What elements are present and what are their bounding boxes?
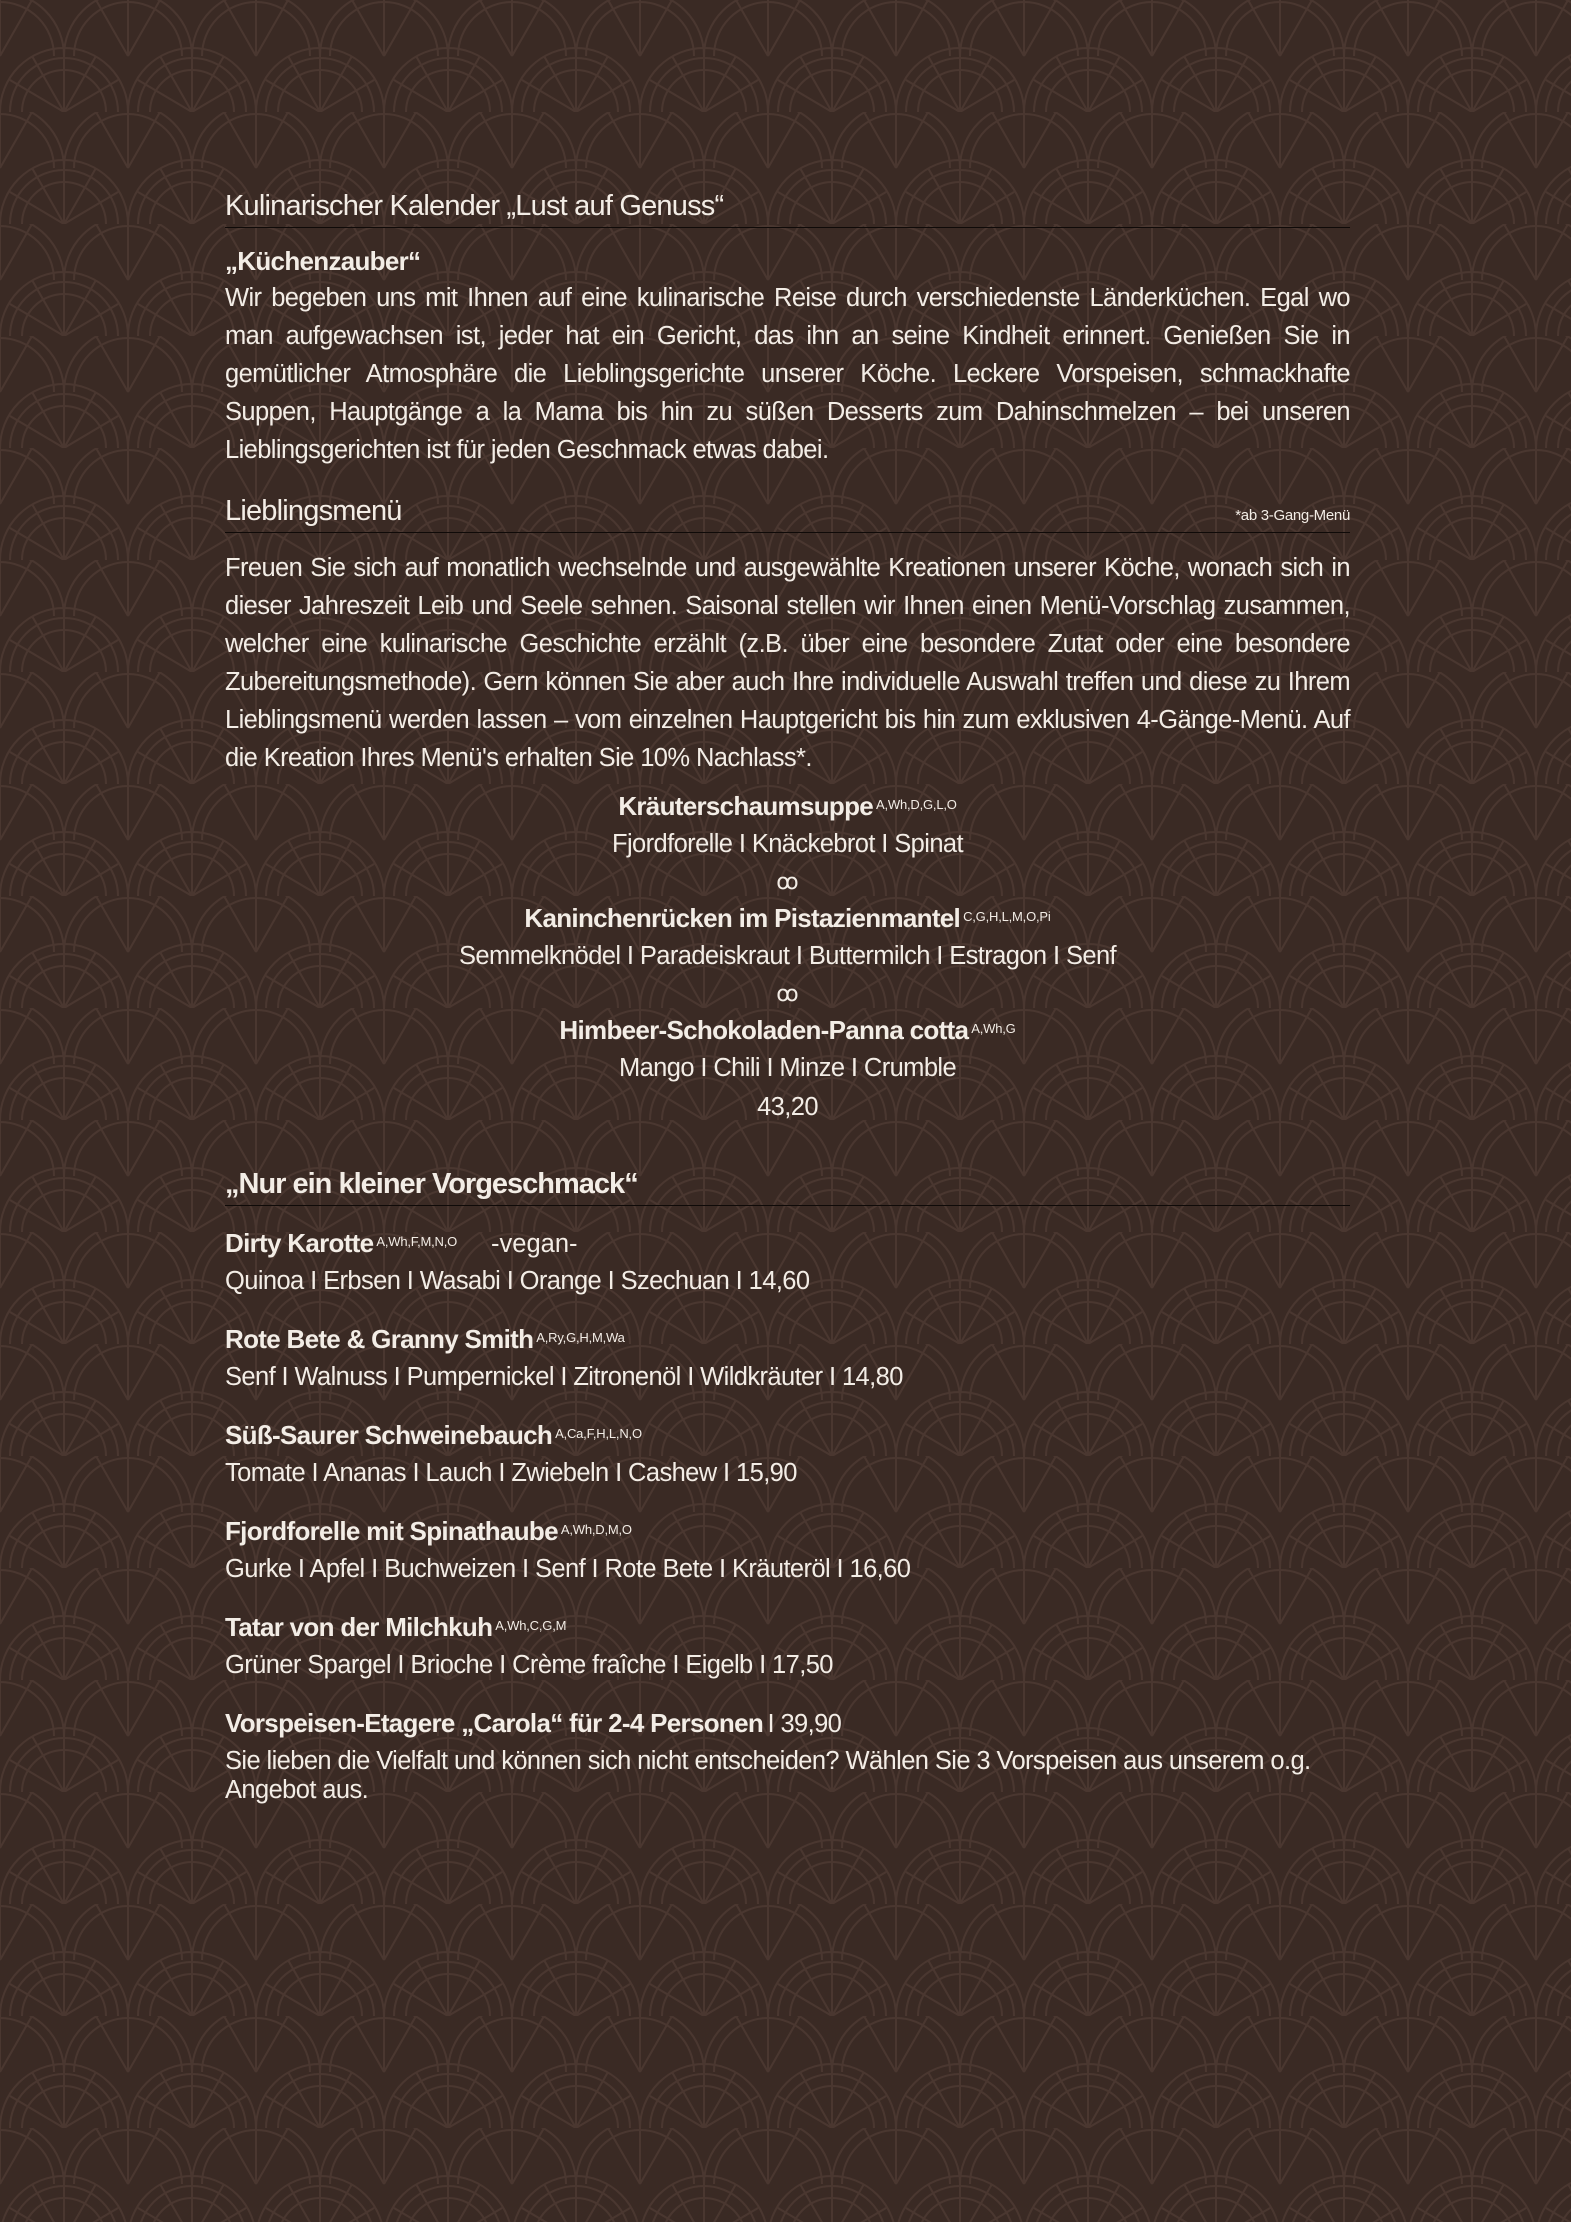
menu-courses bbox=[225, 791, 1350, 1122]
list-item bbox=[225, 1228, 1350, 1296]
menu-page bbox=[225, 190, 1350, 1805]
course bbox=[225, 1015, 1350, 1083]
etagere-desc: Sie lieben die Vielfalt und können sich nicht entscheiden? Wählen Sie 3 Vorspeisen aus unserem o.g. Angebot aus. bbox=[225, 1747, 1311, 1804]
dish-desc: Gurke I Apfel I Buchweizen I Senf I Rote Bete I Kräuteröl I 16,60 bbox=[225, 1555, 911, 1583]
dish-allergens: A,Wh,C,G,M bbox=[495, 1617, 567, 1633]
dish-desc: Grüner Spargel I Brioche I Crème fraîche I Eigelb I 17,50 bbox=[225, 1651, 833, 1679]
dish-desc: Quinoa I Erbsen I Wasabi I Orange I Szechuan I 14,60 bbox=[225, 1267, 810, 1295]
dish-name: Rote Bete & Granny Smith bbox=[225, 1324, 534, 1354]
dish-desc: Senf I Walnuss I Pumpernickel I Zitronenöl I Wildkräuter I 14,80 bbox=[225, 1363, 903, 1391]
calendar-subtitle: „Küchenzauber“ bbox=[225, 246, 421, 276]
list-item bbox=[225, 1324, 1350, 1392]
dish-allergens: A,Wh,F,M,N,O bbox=[376, 1233, 458, 1249]
course-desc: Fjordforelle I Knäckebrot I Spinat bbox=[612, 830, 963, 858]
etagere-price: I 39,90 bbox=[767, 1710, 842, 1738]
calendar-header bbox=[225, 190, 1350, 228]
list-item bbox=[225, 1420, 1350, 1488]
course-allergens: A,Wh,G bbox=[971, 1020, 1016, 1036]
ornament-divider: ꝏ bbox=[776, 869, 799, 894]
ornament-divider: ꝏ bbox=[776, 981, 799, 1006]
etagere-item bbox=[225, 1708, 1350, 1805]
course-name: Kaninchenrücken im Pistazienmantel bbox=[524, 903, 961, 933]
menu-text: Freuen Sie sich auf monatlich wechselnde und ausgewählte Kreationen unserer Köche, wonach sich in dieser Jahreszeit Leib und Seele sehnen. Saisonal stellen wir Ihnen einen Menü-Vorschlag zusammen, welcher eine kulinarische Geschichte erzählt (z.B. über eine besondere Zutat oder eine besondere Zubereitungsmethode). Gern können Sie aber auch Ihre individuelle Auswahl treffen und diese zu Ihrem Lieblingsmenü werden lassen – vom einzelnen Hauptgericht bis hin zum exklusiven 4-Gänge-Menü. Auf die Kreation Ihres Menü's erhalten Sie 10% Nachlass*. bbox=[225, 554, 1350, 772]
course-desc: Mango I Chili I Minze I Crumble bbox=[618, 1054, 957, 1082]
course bbox=[225, 903, 1350, 971]
course-name: Himbeer-Schokoladen-Panna cotta bbox=[559, 1015, 969, 1045]
menu-title: Lieblingsmenü bbox=[225, 495, 402, 527]
starters-title: „Nur ein kleiner Vorgeschmack“ bbox=[225, 1168, 638, 1200]
list-item bbox=[225, 1516, 1350, 1584]
dish-name: Süß-Saurer Schweinebauch bbox=[225, 1420, 553, 1450]
starters-header bbox=[225, 1168, 1350, 1206]
dish-name: Fjordforelle mit Spinathaube bbox=[225, 1516, 558, 1546]
dish-allergens: A,Ca,F,H,L,N,O bbox=[555, 1425, 642, 1441]
course-allergens: C,G,H,L,M,O,Pi bbox=[963, 908, 1051, 924]
dish-allergens: A,Wh,D,M,O bbox=[560, 1521, 632, 1537]
menu-header bbox=[225, 495, 1350, 533]
calendar-text: Wir begeben uns mit Ihnen auf eine kulinarische Reise durch verschiedenste Länderküchen. Egal wo man aufgewachsen ist, jeder hat ein Gericht, das ihn an seine Kindheit erinnert. Genießen Sie in gemütlicher Atmosphäre die Lieblingsgerichte unserer Köche. Leckere Vorspeisen, schmackhafte Suppen, Hauptgänge a la Mama bis hin zu süßen Desserts zum Dahinschmelzen – bei unseren Lieblingsgerichten ist für jeden Geschmack etwas dabei. bbox=[225, 284, 1350, 464]
dish-name: Tatar von der Milchkuh bbox=[225, 1612, 493, 1642]
menu-note: *ab 3-Gang-Menü bbox=[1235, 507, 1350, 524]
course bbox=[225, 791, 1350, 859]
vegan-tag: -vegan- bbox=[491, 1230, 578, 1258]
etagere-name: Vorspeisen-Etagere „Carola“ für 2-4 Personen bbox=[225, 1708, 764, 1738]
dish-desc: Tomate I Ananas I Lauch I Zwiebeln I Cashew I 15,90 bbox=[225, 1459, 797, 1487]
menu-price: 43,20 bbox=[757, 1093, 818, 1121]
dish-allergens: A,Ry,G,H,M,Wa bbox=[536, 1329, 625, 1345]
course-desc: Semmelknödel I Paradeiskraut I Buttermilch I Estragon I Senf bbox=[458, 942, 1117, 970]
list-item bbox=[225, 1612, 1350, 1680]
course-name: Kräuterschaumsuppe bbox=[618, 791, 874, 821]
dish-name: Dirty Karotte bbox=[225, 1228, 374, 1258]
course-allergens: A,Wh,D,G,L,O bbox=[876, 796, 957, 812]
calendar-title: Kulinarischer Kalender „Lust auf Genuss“ bbox=[225, 190, 724, 222]
